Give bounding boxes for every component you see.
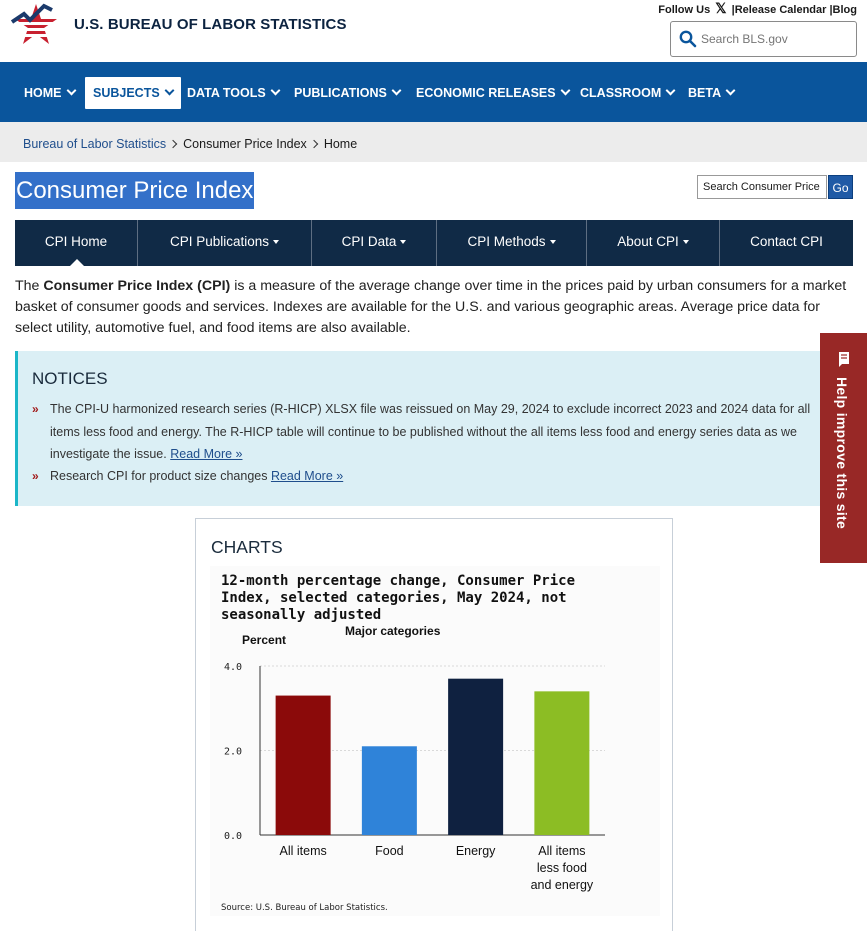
charts-panel [195, 518, 673, 931]
notices-panel [15, 351, 867, 506]
nav-economic-releases-label: ECONOMIC RELEASES [416, 86, 556, 100]
tab-cpi-methods-label: CPI Methods [467, 234, 546, 249]
site-search[interactable] [670, 21, 857, 57]
nav-subjects-label: SUBJECTS [93, 86, 160, 100]
page-title: Consumer Price Index [15, 172, 254, 209]
bar-food [362, 746, 417, 835]
tab-about-cpi-label: About CPI [617, 234, 679, 249]
x-social-icon[interactable]: 𝕏 [715, 0, 727, 16]
caret-down-icon [550, 240, 556, 244]
blog-link[interactable]: Blog [832, 4, 857, 16]
read-more-link[interactable]: Read More » [270, 469, 344, 483]
cpi-bar-chart [210, 566, 660, 916]
feedback-icon [837, 351, 851, 367]
site-search-input[interactable] [701, 29, 851, 49]
intro-lead: The [15, 278, 44, 294]
x-tick-label: less food [536, 861, 587, 875]
nav-data-tools[interactable] [179, 77, 287, 109]
bar-energy [448, 679, 503, 835]
y-tick-label: 4.0 [223, 662, 242, 673]
tab-contact-cpi[interactable] [720, 220, 853, 266]
chart-title: seasonally adjusted [221, 607, 382, 623]
chevron-down-icon [164, 86, 174, 96]
nav-home[interactable] [16, 77, 83, 109]
chevron-down-icon [560, 86, 570, 96]
chart-subtitle: Major categories [345, 624, 441, 638]
chart-title: 12-month percentage change, Consumer Price [221, 573, 576, 589]
follow-us-link[interactable]: Follow Us [658, 4, 711, 16]
cpi-search-go-button[interactable]: Go [828, 175, 853, 199]
caret-down-icon [683, 240, 689, 244]
tab-contact-cpi-label: Contact CPI [750, 234, 823, 249]
chevron-down-icon [666, 86, 676, 96]
nav-classroom[interactable] [572, 77, 682, 109]
read-more-link[interactable]: Read More » [170, 447, 243, 461]
nav-publications[interactable] [286, 77, 408, 109]
chevron-right-icon [310, 140, 318, 148]
utility-links: Follow Us 𝕏 |Release Calendar |Blog [658, 0, 857, 16]
nav-publications-label: PUBLICATIONS [294, 86, 387, 100]
tab-cpi-methods[interactable] [437, 220, 587, 266]
intro-bold: Consumer Price Index (CPI) [43, 278, 231, 294]
chevron-down-icon [726, 86, 736, 96]
notice-text: The CPI-U harmonized research series (R-HICP) XLSX file was reissued on May 29, 2024 to exclude incorrect 2023 and 2024 data for all items less food and energy. The R-HICP table will continue to be published without the all items less food and energy series data as we investigate the issue. [50, 402, 811, 461]
nav-classroom-label: CLASSROOM [580, 86, 662, 100]
site-header [0, 0, 867, 62]
tab-cpi-home[interactable] [15, 220, 138, 266]
chart-source: Source: U.S. Bureau of Labor Statistics. [221, 903, 388, 913]
intro-rest: is a measure of the average change over time in the prices paid by urban consumers for a market basket of consumer goods and services. Indexes are available for the U.S. and various geographic areas. Average price data for select utility, automotive fuel, and food items are also available. [15, 278, 847, 336]
x-tick-label: All items [279, 844, 327, 858]
double-chevron-icon: » [32, 402, 39, 416]
nav-economic-releases[interactable] [408, 77, 577, 109]
main-nav [0, 62, 867, 122]
tab-cpi-data[interactable] [312, 220, 437, 266]
breadcrumb-cpi[interactable]: Consumer Price Index [183, 137, 307, 151]
x-tick-label: Food [375, 844, 404, 858]
cpi-subnav [15, 220, 853, 266]
nav-data-tools-label: DATA TOOLS [187, 86, 266, 100]
active-indicator [70, 259, 84, 266]
chart-container [210, 566, 660, 916]
chevron-down-icon [391, 86, 401, 96]
nav-beta-label: BETA [688, 86, 722, 100]
release-calendar-link[interactable]: Release Calendar [734, 4, 827, 16]
y-tick-label: 0.0 [223, 831, 242, 842]
notice-text: Research CPI for product size changes [50, 469, 271, 483]
tab-cpi-home-label: CPI Home [44, 234, 108, 249]
x-tick-label: All items [538, 844, 586, 858]
nav-subjects[interactable] [85, 77, 181, 109]
intro-paragraph [15, 276, 851, 339]
chart-title: Index, selected categories, May 2024, not [221, 590, 567, 606]
tab-cpi-data-label: CPI Data [341, 234, 397, 249]
caret-down-icon [400, 240, 406, 244]
chevron-right-icon [169, 140, 177, 148]
notices-title: NOTICES [32, 369, 108, 388]
nav-beta[interactable] [680, 77, 742, 109]
notice-item [32, 465, 832, 488]
bar-all-items [276, 696, 331, 835]
breadcrumb-bls[interactable]: Bureau of Labor Statistics [23, 137, 167, 151]
caret-down-icon [273, 240, 279, 244]
help-improve-tab[interactable] [820, 333, 867, 563]
bls-logo[interactable] [10, 0, 62, 52]
tab-cpi-publications-label: CPI Publications [169, 234, 270, 249]
y-tick-label: 2.0 [223, 746, 242, 758]
notice-item [32, 398, 832, 466]
chevron-down-icon [270, 86, 280, 96]
breadcrumb-home: Home [323, 137, 358, 151]
help-improve-label: Help improve this site [834, 377, 850, 530]
breadcrumb [0, 122, 867, 162]
search-icon[interactable] [679, 30, 697, 48]
x-tick-label: and energy [530, 878, 594, 892]
x-tick-label: Energy [455, 844, 496, 858]
tab-cpi-publications[interactable] [138, 220, 312, 266]
chevron-down-icon [66, 86, 76, 96]
nav-home-label: HOME [24, 86, 62, 100]
tab-about-cpi[interactable] [587, 220, 720, 266]
charts-title: CHARTS [211, 537, 283, 557]
site-title[interactable]: U.S. BUREAU OF LABOR STATISTICS [74, 16, 347, 33]
cpi-search-input[interactable]: Search Consumer Price [697, 175, 827, 199]
bar-all-items-less-food-and-energy [534, 691, 589, 835]
y-axis-label: Percent [242, 633, 287, 647]
double-chevron-icon: » [32, 469, 39, 483]
